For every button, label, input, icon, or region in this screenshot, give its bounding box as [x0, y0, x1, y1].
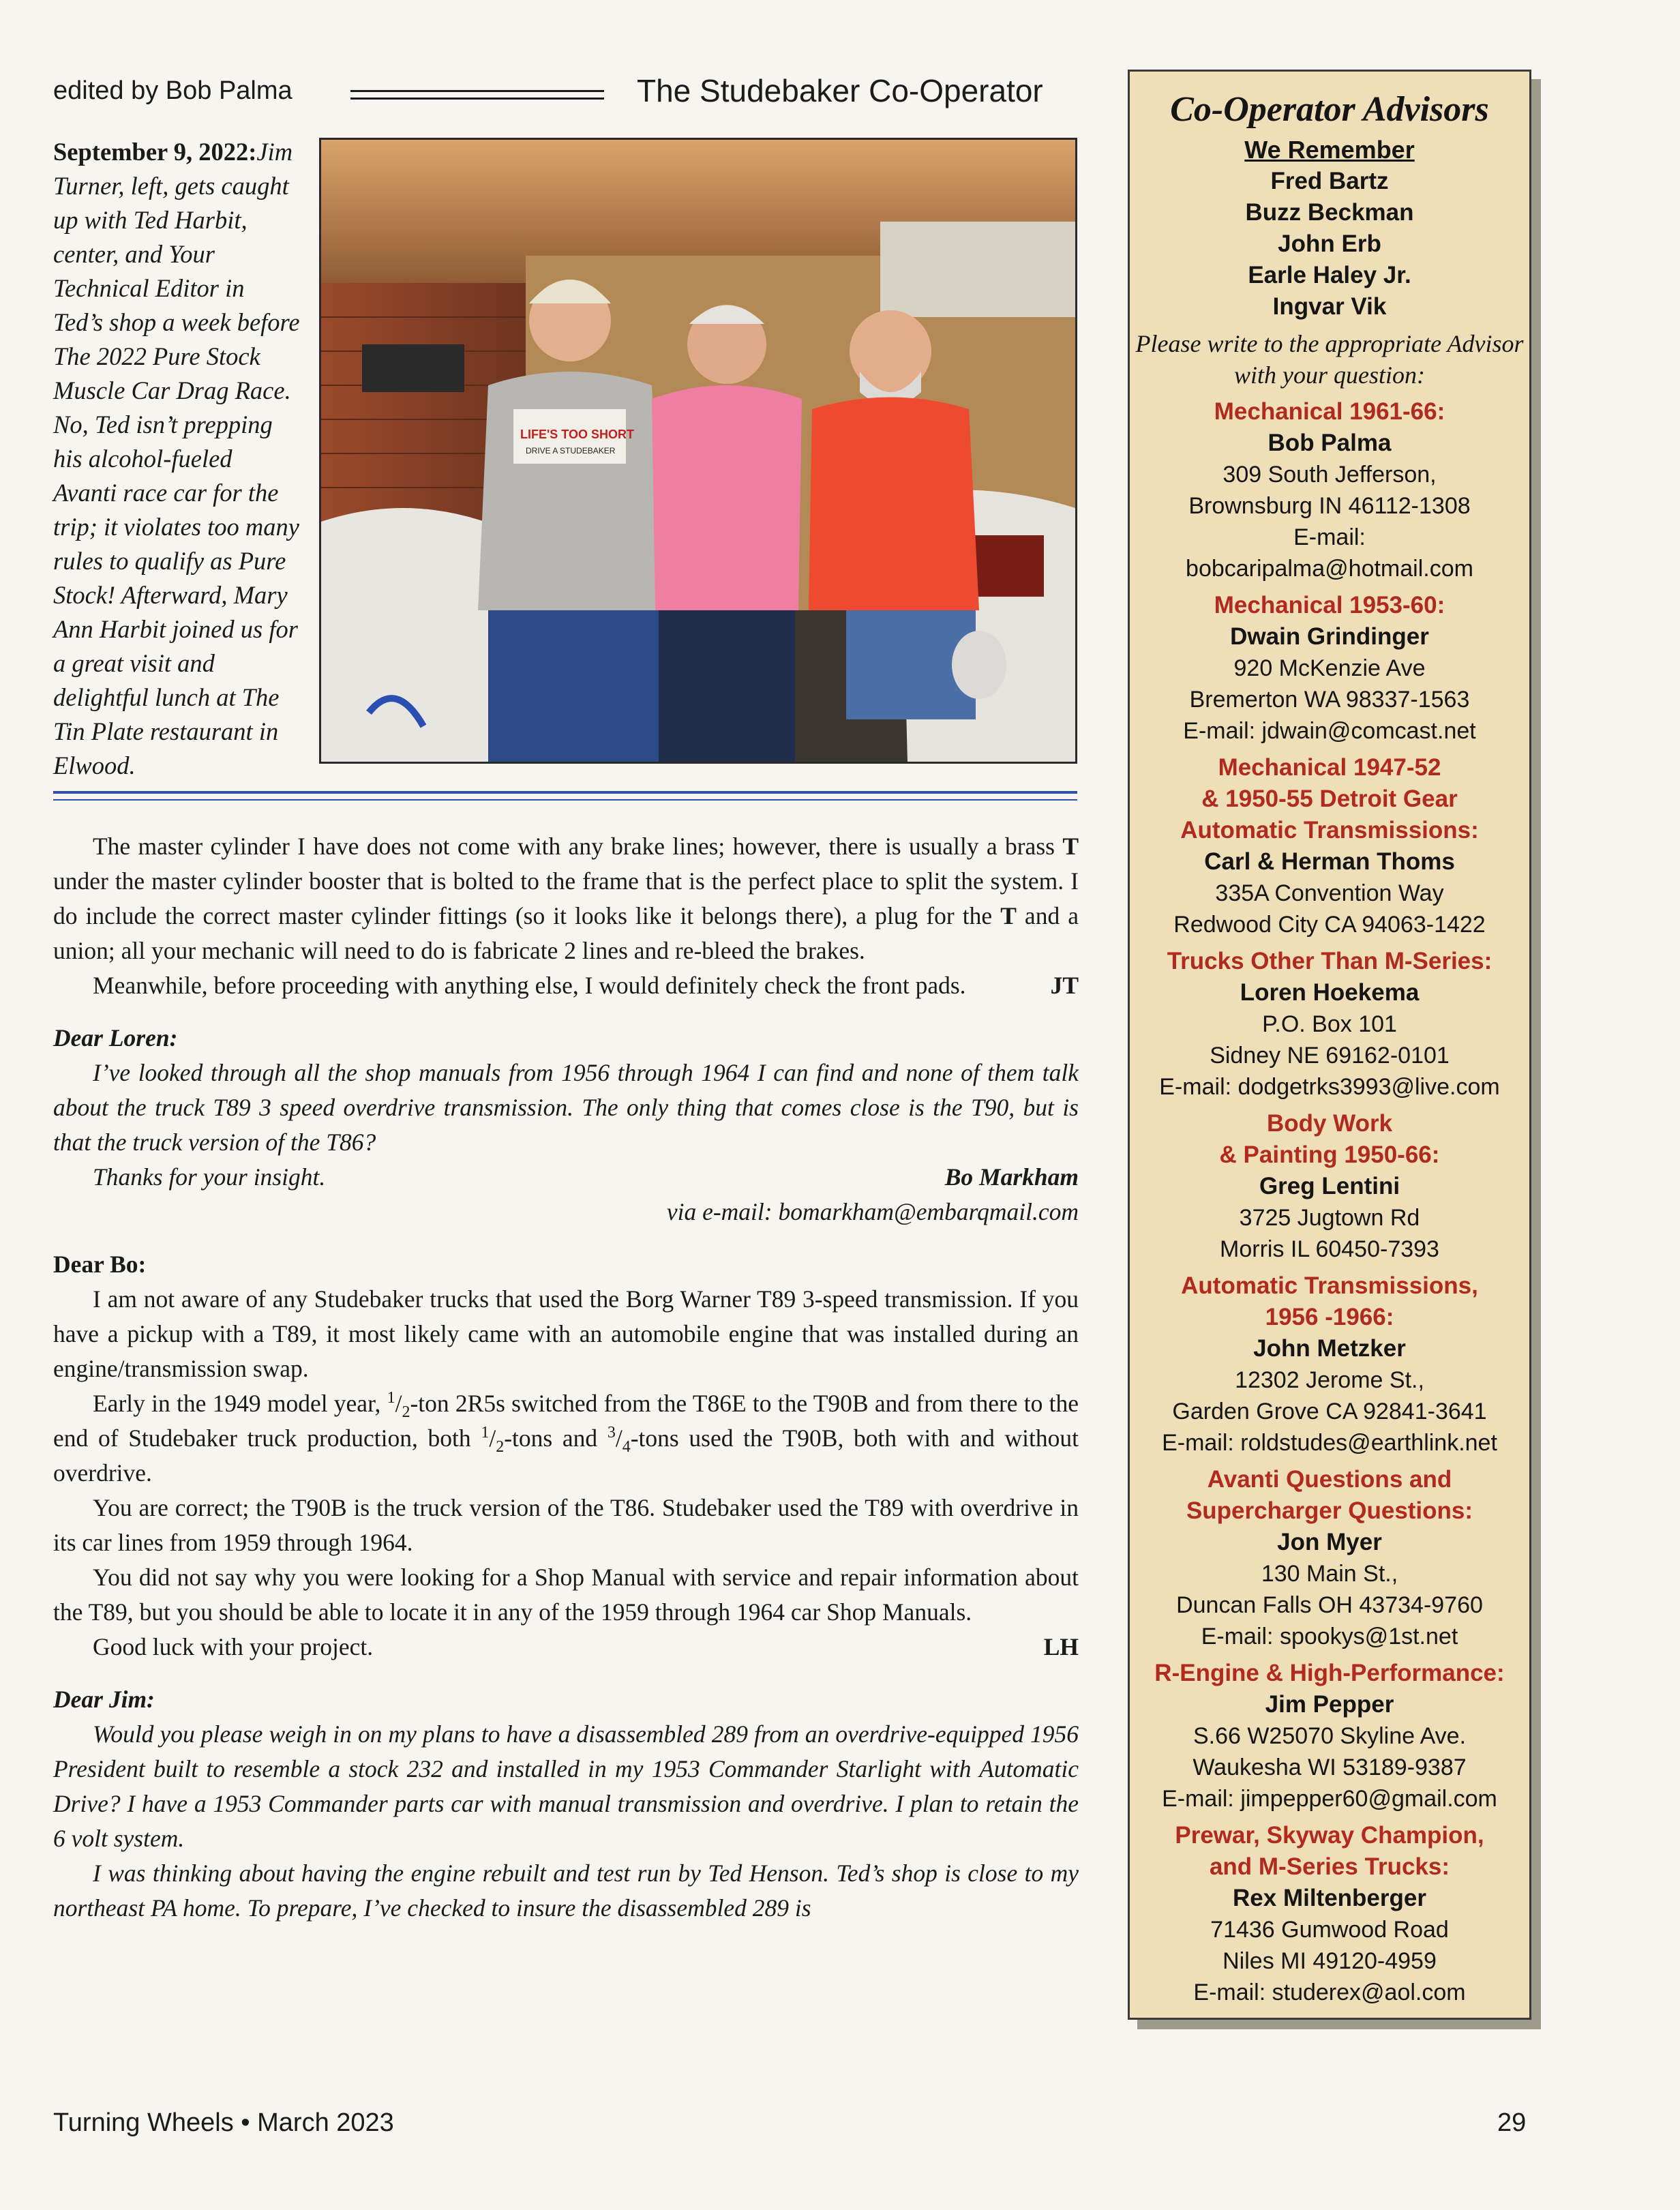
advisor-contact-line: E-mail: jdwain@comcast.net	[1183, 718, 1476, 744]
advisor-category: Body Work	[1266, 1110, 1393, 1137]
advisor-category: R-Engine & High-Performance:	[1154, 1660, 1505, 1686]
advisor-name: Bob Palma	[1268, 430, 1392, 456]
answer-signoff	[53, 1630, 1079, 1664]
advisor-group	[1130, 396, 1529, 584]
shirt-text-2: DRIVE A STUDEBAKER	[526, 446, 616, 456]
advisor-group	[1130, 1658, 1529, 1815]
text: T	[1062, 833, 1079, 860]
remembered-name: John Erb	[1278, 230, 1381, 257]
advisor-contact-line: P.O. Box 101	[1262, 1011, 1397, 1037]
advisor-contact-line: Garden Grove CA 92841-3641	[1172, 1399, 1487, 1424]
remembered-list	[1130, 166, 1529, 323]
text: under the master cylinder booster that is bolted to the frame that is the perfect place to split the system. I do include the correct master cylinder fittings (so it looks like it belongs there), a plug for the	[53, 867, 1079, 929]
answer-paragraph: I am not aware of any Studebaker trucks that used the Borg Warner T89 3-speed transmission. If you have a pickup with a T89, it most likely came with an automobile engine that was installed during an engine/transmission swap.	[53, 1285, 1079, 1382]
text: -ton 2R5s switched from the T86E to the T90B and from there to the end of Studebaker truck production, both	[53, 1390, 1079, 1452]
sender-email: via e-mail: bomarkham@embarqmail.com	[666, 1198, 1079, 1225]
remembered-name: Buzz Beckman	[1245, 199, 1414, 226]
advisor-category: Trucks Other Than M-Series:	[1167, 948, 1492, 974]
fraction-den: 4	[622, 1438, 631, 1457]
advisor-contact-line: E-mail: roldstudes@earthlink.net	[1162, 1430, 1497, 1456]
advisors-panel	[1128, 70, 1531, 2020]
advisor-contact-line: Waukesha WI 53189-9387	[1192, 1754, 1467, 1780]
advisor-contact-line: Brownsburg IN 46112-1308	[1188, 493, 1471, 519]
advisor-category: Mechanical 1953-60:	[1214, 592, 1445, 618]
advisor-contact-line: 920 McKenzie Ave	[1233, 655, 1426, 681]
advisor-group	[1130, 946, 1529, 1103]
advisor-contact-line: Duncan Falls OH 43734-9760	[1176, 1592, 1483, 1618]
shirt-text-1: LIFE'S TOO SHORT	[520, 428, 634, 441]
fraction-den: 2	[402, 1403, 410, 1422]
letter-signoff	[53, 1160, 1079, 1195]
advisor-group	[1130, 1820, 1529, 2008]
text: -tons and	[504, 1424, 608, 1452]
advisor-contact-line: bobcaripalma@hotmail.com	[1186, 556, 1473, 582]
advisor-group	[1130, 1270, 1529, 1459]
advisor-category: Avanti Questions and	[1207, 1466, 1452, 1493]
paragraph: Meanwhile, before proceeding with anything else, I would definitely check the front pads.	[93, 972, 966, 999]
text: -tons used the T90B, both with and without overdrive.	[53, 1424, 1079, 1487]
advisor-group	[1130, 1108, 1529, 1265]
advisor-category: Automatic Transmissions,	[1181, 1272, 1478, 1299]
salutation-jim: Dear Jim:	[53, 1686, 155, 1713]
advisor-category: & Painting 1950-66:	[1219, 1141, 1440, 1168]
question-paragraph: I’ve looked through all the shop manuals from 1956 through 1964 I can find and none of them talk about the truck T89 3 speed overdrive transmission. The only thing that comes close is the T90, but is that the truck version of the T86?	[53, 1059, 1079, 1156]
advisor-contact-line: 309 South Jefferson,	[1222, 462, 1437, 488]
advisor-contact-line: E-mail: spookys@1st.net	[1201, 1624, 1458, 1649]
good-luck-line: Good luck with your project.	[93, 1633, 374, 1660]
text: Early in the 1949 model year,	[93, 1390, 387, 1417]
fraction-den: 2	[496, 1438, 505, 1457]
advisor-name: Jon Myer	[1277, 1529, 1382, 1555]
advisor-group	[1130, 590, 1529, 747]
advisor-contact-line: Redwood City CA 94063-1422	[1173, 912, 1486, 938]
advisor-group	[1130, 752, 1529, 940]
advisor-category: 1956 -1966:	[1265, 1304, 1394, 1330]
text: The master cylinder I have does not come with any brake lines; however, there is usually a brass	[93, 833, 1063, 860]
advisor-group	[1130, 1464, 1529, 1652]
advisor-name: Greg Lentini	[1259, 1173, 1400, 1199]
advisor-contact-line: E-mail: studerex@aol.com	[1193, 1980, 1466, 2005]
advisor-groups	[1130, 396, 1529, 2008]
advisors-title: Co-Operator Advisors	[1170, 90, 1489, 129]
text: T	[1000, 902, 1017, 929]
article-body	[53, 829, 1079, 1926]
advisor-category: Prewar, Skyway Champion,	[1175, 1822, 1484, 1849]
remembered-name: Earle Haley Jr.	[1248, 262, 1411, 288]
advisor-name: Dwain Grindinger	[1230, 623, 1429, 650]
header-editor: edited by Bob Palma	[53, 76, 292, 105]
advisor-category: & 1950-55 Detroit Gear	[1201, 786, 1458, 812]
advisor-category: Mechanical 1947-52	[1218, 754, 1441, 781]
fraction-num: 1	[481, 1424, 490, 1442]
advisor-name: Rex Miltenberger	[1233, 1885, 1426, 1911]
advisor-name: Carl & Herman Thoms	[1204, 848, 1455, 875]
advisor-category: Mechanical 1961-66:	[1214, 398, 1445, 425]
caption-date: September 9, 2022:	[53, 138, 257, 166]
garage-photo	[319, 138, 1077, 764]
advisor-contact-line: S.66 W25070 Skyline Ave.	[1192, 1723, 1467, 1749]
advisor-contact-line: Bremerton WA 98337-1563	[1189, 687, 1470, 713]
answer-paragraph: Early in the 1949 model year, $^1/_2$-ton 2R5s switched from the T86E to the T90B and from there to the end of Studebaker truck production, both $^1/_2$-tons and $^3/_4$-tons used the T90B, both with and without overdrive.	[53, 1389, 1079, 1487]
photo-caption	[53, 135, 300, 783]
advisor-category: Automatic Transmissions:	[1180, 817, 1479, 843]
advisor-contact-line: E-mail: dodgetrks3993@live.com	[1159, 1074, 1500, 1100]
thanks-line: Thanks for your insight.	[93, 1163, 326, 1191]
advisor-contact-line: E-mail: jimpepper60@gmail.com	[1162, 1786, 1497, 1812]
salutation-loren: Dear Loren:	[53, 1024, 178, 1051]
remembered-name: Fred Bartz	[1270, 168, 1389, 194]
remembered-name: Ingvar Vik	[1272, 293, 1387, 320]
text: and a union; all your mechanic will need to do is fabricate 2 lines and re-bleed the brakes.	[53, 902, 1079, 964]
advisor-name: Loren Hoekema	[1240, 979, 1420, 1006]
advisor-category: Supercharger Questions:	[1186, 1497, 1473, 1524]
sender-name: Bo Markham	[944, 1163, 1079, 1191]
paragraph	[53, 829, 1079, 968]
answer-paragraph: You are correct; the T90B is the truck version of the T86. Studebaker used the T89 with overdrive in its car lines from 1959 through 1964.	[53, 1494, 1079, 1556]
advisor-contact-line: 71436 Gumwood Road	[1210, 1917, 1449, 1943]
salutation-bo: Dear Bo:	[53, 1251, 147, 1278]
header-rule	[350, 90, 604, 100]
advisor-name: Jim Pepper	[1265, 1691, 1394, 1718]
section-divider-thin	[53, 799, 1077, 801]
caption-text: Jim Turner, left, gets caught up with Ted Harbit, center, and Your Technical Editor in Ted’s shop a week before The 2022 Pure Stock Muscle Car Drag Race. No, Ted isn’t prepping his alcohol-fueled Avanti race car for the trip; it violates too many rules to qualify as Pure Stock! Afterward, Mary Ann Harbit joined us for a great visit and delightful lunch at The Tin Plate restaurant in Elwood.	[53, 138, 300, 779]
advisor-contact-line: 12302 Jerome St.,	[1235, 1367, 1424, 1393]
advisor-contact-line: 335A Convention Way	[1215, 880, 1444, 906]
advisor-category: and M-Series Trucks:	[1209, 1853, 1450, 1880]
advisor-name: John Metzker	[1253, 1335, 1406, 1362]
page-number: 29	[1497, 2108, 1527, 2137]
advisor-contact-line: Morris IL 60450-7393	[1220, 1236, 1439, 1262]
we-remember-heading: We Remember	[1244, 136, 1415, 164]
advisor-contact-line: 3725 Jugtown Rd	[1239, 1205, 1420, 1231]
header-title: The Studebaker Co-Operator	[637, 73, 1043, 108]
signature-lh: LH	[1043, 1633, 1079, 1660]
fraction-num: 1	[387, 1389, 395, 1407]
section-divider	[53, 791, 1077, 794]
advisor-contact-line: E-mail:	[1293, 524, 1366, 550]
question-paragraph: Would you please weigh in on my plans to have a disassembled 289 from an overdrive-equipped 1956 President built to resemble a stock 232 and installed in my 1953 Commander Starlight with Automatic Drive? I have a 1953 Commander parts car with manual transmission and overdrive. I plan to retain the 6 volt system.	[53, 1720, 1079, 1852]
advisors-note: Please write to the appropriate Advisor with your question:	[1135, 330, 1524, 389]
advisor-contact-line: Niles MI 49120-4959	[1222, 1948, 1437, 1974]
advisor-contact-line: Sidney NE 69162-0101	[1210, 1043, 1450, 1069]
fraction-num: 3	[607, 1424, 616, 1442]
signature-text: JT	[1050, 972, 1079, 999]
advisor-contact-line: 130 Main St.,	[1261, 1561, 1398, 1587]
footer-publication: Turning Wheels • March 2023	[53, 2108, 394, 2137]
answer-paragraph: You did not say why you were looking for a Shop Manual with service and repair information about the T89, but you should be able to locate it in any of the 1959 through 1964 car Shop Manuals.	[53, 1564, 1079, 1626]
question-paragraph: I was thinking about having the engine rebuilt and test run by Ted Henson. Ted’s shop is close to my northeast PA home. To prepare, I’ve checked to insure the disassembled 289 is	[53, 1860, 1079, 1922]
